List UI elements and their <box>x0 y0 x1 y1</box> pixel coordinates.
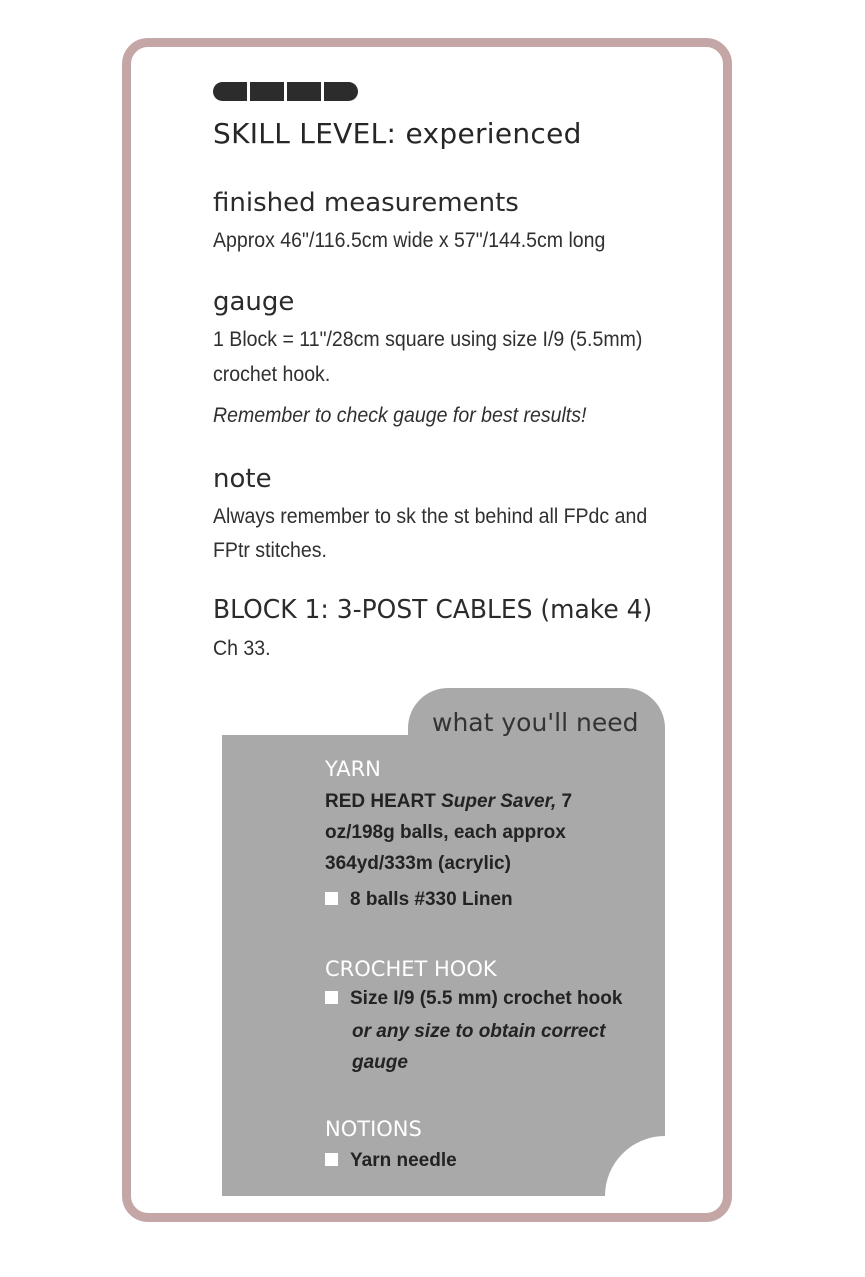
gauge-heading: gauge <box>213 287 295 317</box>
gauge-line1: 1 Block = 11"/28cm square using size I/9 (5.5mm) <box>213 328 643 351</box>
yarn-heading: YARN <box>325 757 381 781</box>
note-line1: Always remember to sk the st behind all FPdc and <box>213 505 648 528</box>
measurements-heading: finished measurements <box>213 188 519 218</box>
notions-item-label: Yarn needle <box>350 1150 457 1171</box>
note-heading: note <box>213 464 272 494</box>
notions-item <box>325 1150 457 1172</box>
checkbox-icon[interactable] <box>325 892 338 905</box>
what-you-need-panel <box>222 688 665 1196</box>
skill-bar <box>250 82 284 101</box>
yarn-line1 <box>325 786 572 817</box>
hook-line2: or any size to obtain correct <box>352 1021 606 1042</box>
skill-bar <box>213 82 247 101</box>
note-line2: FPtr stitches. <box>213 539 327 562</box>
notions-heading: NOTIONS <box>325 1117 422 1141</box>
what-you-need-title: what you'll need <box>432 708 639 737</box>
hook-heading: CROCHET HOOK <box>325 957 497 981</box>
block-heading: BLOCK 1: 3-POST CABLES (make 4) <box>213 595 653 625</box>
yarn-weight: 7 <box>556 791 573 812</box>
gauge-reminder: Remember to check gauge for best results! <box>213 404 587 427</box>
gauge-line2: crochet hook. <box>213 363 331 386</box>
skill-level-indicator <box>213 82 358 101</box>
block-text: Ch 33. <box>213 637 271 660</box>
yarn-line3: 364yd/333m (acrylic) <box>325 853 511 874</box>
yarn-item-label: 8 balls #330 Linen <box>350 889 513 910</box>
checkbox-icon[interactable] <box>325 991 338 1004</box>
skill-level-heading: SKILL LEVEL: experienced <box>213 117 582 150</box>
skill-bar <box>324 82 358 101</box>
hook-line3: gauge <box>352 1052 408 1073</box>
hook-item <box>325 988 622 1010</box>
hook-item-label: Size I/9 (5.5 mm) crochet hook <box>350 988 623 1009</box>
yarn-product: Super Saver, <box>441 791 557 812</box>
yarn-item <box>325 889 513 911</box>
yarn-brand: RED HEART <box>325 791 436 812</box>
yarn-line2: oz/198g balls, each approx <box>325 822 566 843</box>
skill-bar <box>287 82 321 101</box>
measurements-text: Approx 46"/116.5cm wide x 57"/144.5cm long <box>213 229 606 252</box>
checkbox-icon[interactable] <box>325 1153 338 1166</box>
